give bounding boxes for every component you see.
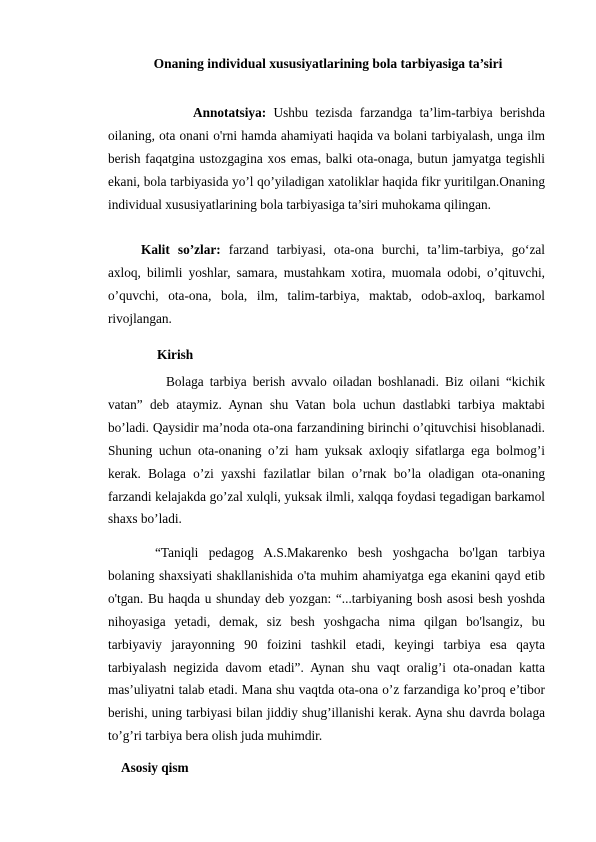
main-section-heading: Asosiy qism	[121, 760, 189, 775]
keywords-text: farzand tarbiyasi, ota-ona burchi, ta’lim-tarbiya, go‘zal axloq, bilimli yoshlar, samara, mustahkam xotira, muomala odobi, o’qituvchi, o’quvchi, ota-ona, bola, ilm, talim-tarbiya, maktab, odob-axloq, barkamol rivojlangan.	[108, 242, 545, 326]
keywords-paragraph	[108, 239, 545, 331]
document-title: Onaning individual xususiyatlarining bola tarbiyasiga ta’siri	[153, 56, 503, 71]
annotation-paragraph	[108, 102, 545, 217]
quote-paragraph: “Taniqli pedagog A.S.Makarenko besh yoshgacha bo'lgan tarbiya bolaning shaxsiyati shakllanishida o'ta muhim ahamiyatga ega ekanini qayd etib o'tgan. Bu haqda u shunday deb yozgan: “...tarbiyaning bosh asosi besh yoshda nihoyasiga yetadi, demak, siz besh yoshgacha nima qilgan bo'lsangiz, bu tarbiyaviy jarayonning 90 foizini tashkil etadi, keyingi tarbiya esa qayta tarbiyalash negizida davom etadi”. Aynan shu vaqt oralig’i ota-onadan katta mas’uliyatni talab etadi. Mana shu vaqtda ota-ona o’z farzandiga ko’proq e’tibor berishi, uning tarbiyasi bilan jiddiy shug’illanishi kerak. Ayna shu davrda bolaga to’g’ri tarbiya bera olish juda muhimdir.	[108, 545, 545, 744]
annotation-label: Annotatsiya:	[193, 105, 267, 120]
annotation-text: Ushbu tezisda farzandga ta’lim-tarbiya berishda oilaning, ota onani o'rni hamda ahamiyati haqida va bolani tarbiyalash, unga ilm berish faqatgina ustozgagina xos emas, balki ota-onaga, butun jamyatga tegishli ekani, bola tarbiyasida yo’l qo’yiladigan xatoliklar haqida fikr yuritilgan.Onaning individual xususiyatlarining bola tarbiyasiga ta’siri muhokama qilingan.	[108, 105, 545, 212]
keywords-label: Kalit so’zlar:	[141, 242, 221, 257]
intro-heading: Kirish	[157, 347, 194, 362]
intro-paragraph: Bolaga tarbiya berish avvalo oiladan boshlanadi. Biz oilani “kichik vatan” deb ataymiz. Aynan shu Vatan bola uchun dastlabki tarbiya maktabi bo’ladi. Qaysidir ma’noda ota-ona farzandining birinchi o’qituvchisi hisoblanadi. Shuning uchun ota-onaning o’zi ham yuksak axloqiy sifatlarga ega bolmog’i kerak. Bolaga o’zi yaxshi fazilatlar bilan o’rnak bo’la oladigan ota-onaning farzandi kelajakda go’zal xulqli, yuksak ilmli, xalqqa foydasi tegadigan barkamol shaxs bo’ladi.	[108, 374, 545, 527]
